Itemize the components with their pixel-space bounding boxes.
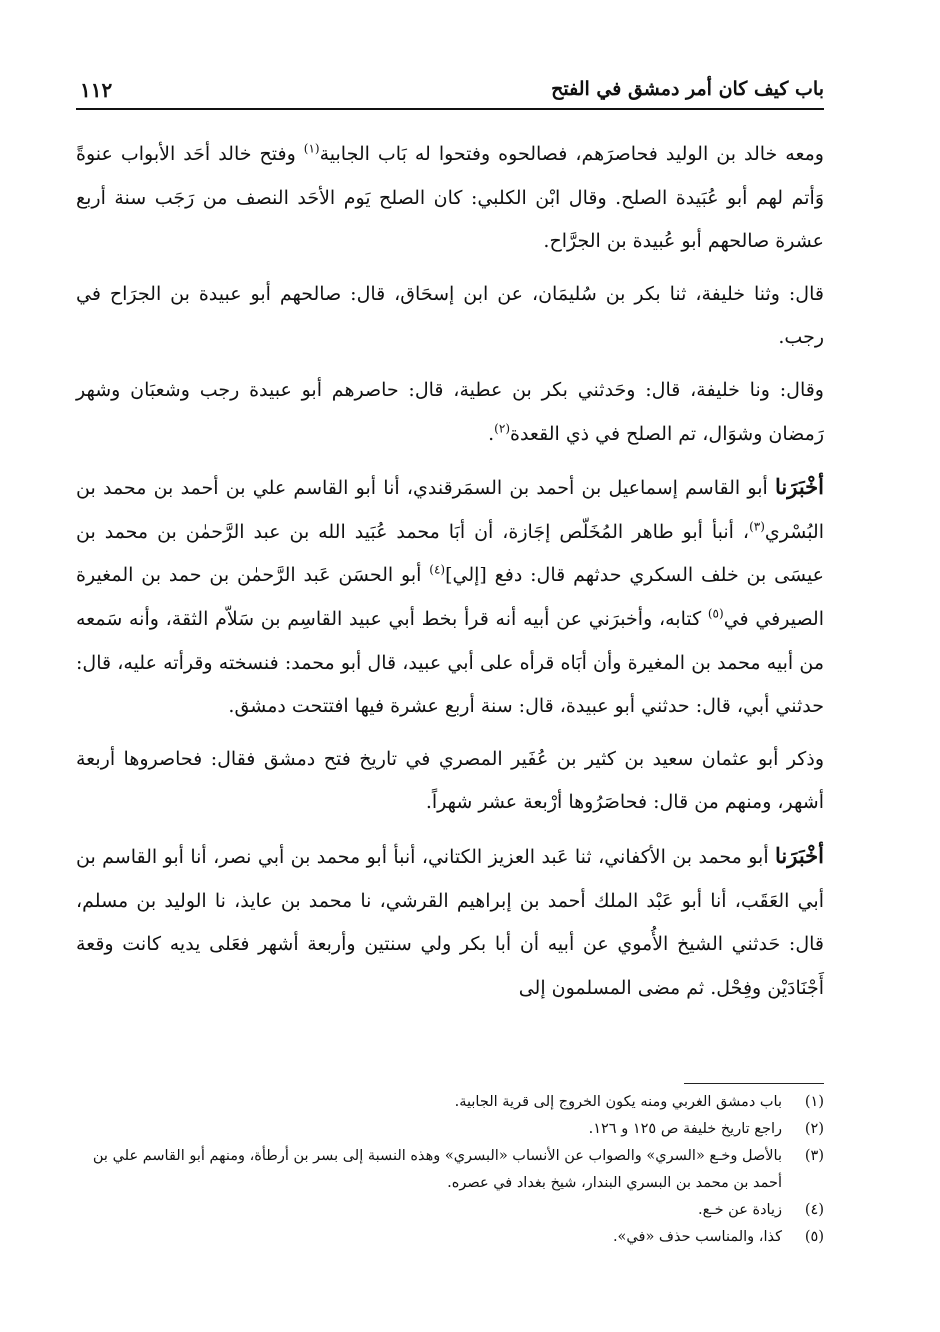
paragraph [76, 465, 824, 729]
paragraph-lead-word: أخْبَرَنا [775, 474, 824, 500]
footnote-number: (٢) [804, 1121, 824, 1137]
paragraph [76, 133, 824, 264]
text-run: ، أنبأ أبو طاهر المُخَلّص إجَازة، أن أبَا محمد عُبَيد الله بن عبد الرَّحمٰن بن محمد بن عيسَى بن خلف السكري حدثهم قال: دفع [إلي] [76, 520, 825, 587]
text-run: قال: وثنا خليفة، ثنا بكر بن سُليمَان، عن ابن إسحَاق، قال: صالحهم أبو عبيدة بن الجرَاح في رجب. [76, 282, 824, 349]
text-run: وفتح خالد أحَد الأبواب عنوةً وَأتم لهم أبو عُبَيدة الصلح. وقال ابْن الكلبي: كان الصلح يَوم الأحَد النصف من رَجَب سنة أربع عشرة صالحهم أبو عُبيدة بن الجرَّاح. [76, 143, 824, 253]
text-run: أبو القاسم إسماعيل بن أحمد بن السمَرقندي، أنا أبو القاسم علي بن أحمد بن محمد بن البُسْري [76, 477, 824, 543]
text-run: وقال: ونا خليفة، قال: وحَدثني بكر بن عطية، قال: حاصرهم أبو عبيدة رجب وشعبَان وشهر رَمضان وشوَال، تم الصلح في ذي القعدة [76, 378, 824, 445]
text-run: أبو محمد بن الأكفاني، ثنا عَبد العزيز الكتاني، أنبأ أبو محمد بن أبي نصر، أنا أبو القاسم بن أبي العَقَب، أنا أبو عَبْد الملك أحمد بن إبراهيم القرشي، نا محمد بن عايذ، نا الوليد بن مسلم، قال: حَدثني الشيخ الأُموي عن أبيه أن أبا بكر ولي سنتين وأربعة أشهر فعَلى يديه كانت وقعة أَجْنَادَيْن وفِحْل. ثم مضى المسلمون إلى [76, 845, 824, 999]
text-run: أبو الحسَن عَبد الرَّحمٰن بن حمد بن المغيرة الصيرفي في [76, 564, 825, 630]
footnote-number: (٣) [804, 1148, 824, 1164]
footnote-item [76, 1224, 824, 1251]
footnote-reference: (٢) [494, 421, 510, 436]
paragraph-lead-word: أخْبَرَنا [775, 842, 824, 868]
paragraph [76, 369, 824, 456]
paragraph [76, 834, 824, 1010]
page-number: ١١٢ [80, 78, 113, 102]
text-run: وذكر أبو عثمان سعيد بن كثير بن عُفَير المصري في تاريخ فتح دمشق فقال: فحاصروها أربعة أشهر، ومنهم من قال: فحاصَرُوها أرْبعة عشر شهراً. [76, 747, 824, 814]
paragraph [76, 273, 824, 360]
footnote-number: (٥) [804, 1229, 824, 1245]
footnote-reference: (٥) [707, 606, 724, 621]
text-run: ومعه خالد بن الوليد فحاصرَهم، فصالحوه وفتحوا له بَاب الجابية [319, 143, 824, 165]
footnote-reference: (٤) [429, 563, 446, 578]
main-text [76, 133, 824, 1010]
footnote-item [76, 1143, 824, 1197]
footnote-text: كذا، والمناسب حذف «في». [612, 1229, 782, 1245]
paragraph [76, 738, 824, 825]
footnotes [76, 1089, 824, 1251]
footnote-item [76, 1089, 824, 1116]
footnote-text: راجع تاريخ خليفة ص ١٢٥ و ١٢٦. [588, 1121, 782, 1137]
text-run: . [488, 422, 495, 445]
footnote-reference: (٣) [749, 519, 765, 534]
footnote-text: بالأصل وخـع «السري» والصواب عن الأنساب «البسري» وهذه النسبة إلى بسر بن أرطأة، ومنهم أبو القاسم علي بن أحمد بن محمد بن البسري البندار، شيخ بغداد في عصره. [92, 1148, 782, 1191]
footnote-text: باب دمشق الغربي ومنه يكون الخروج إلى قرية الجابية. [454, 1094, 782, 1110]
footnote-number: (١) [804, 1094, 824, 1110]
footnote-divider [684, 1083, 824, 1084]
text-run: كتابه، وأخبرَني عن أبيه أنه قرأ بخط أبي عبيد القاسِم بن سَلاّم الثقة، وأنه سَمعه من أبيه محمد بن المغيرة وأن أبَاه قرأه على أبي عبيد، قال أبو محمد: فنسخته وقرأته عليه، قال: حدثني أبي، قال: حدثني أبو عبيدة، قال: سنة أربع عشرة فيها افتتحت دمشق. [76, 607, 824, 718]
running-header [76, 74, 824, 110]
footnote-reference: (١) [303, 141, 320, 156]
footnote-item [76, 1116, 824, 1143]
footnote-number: (٤) [804, 1202, 824, 1218]
footnote-text: زيادة عن خـع. [698, 1202, 782, 1218]
footnote-item [76, 1197, 824, 1224]
chapter-title: باب كيف كان أمر دمشق في الفتح [551, 78, 824, 100]
